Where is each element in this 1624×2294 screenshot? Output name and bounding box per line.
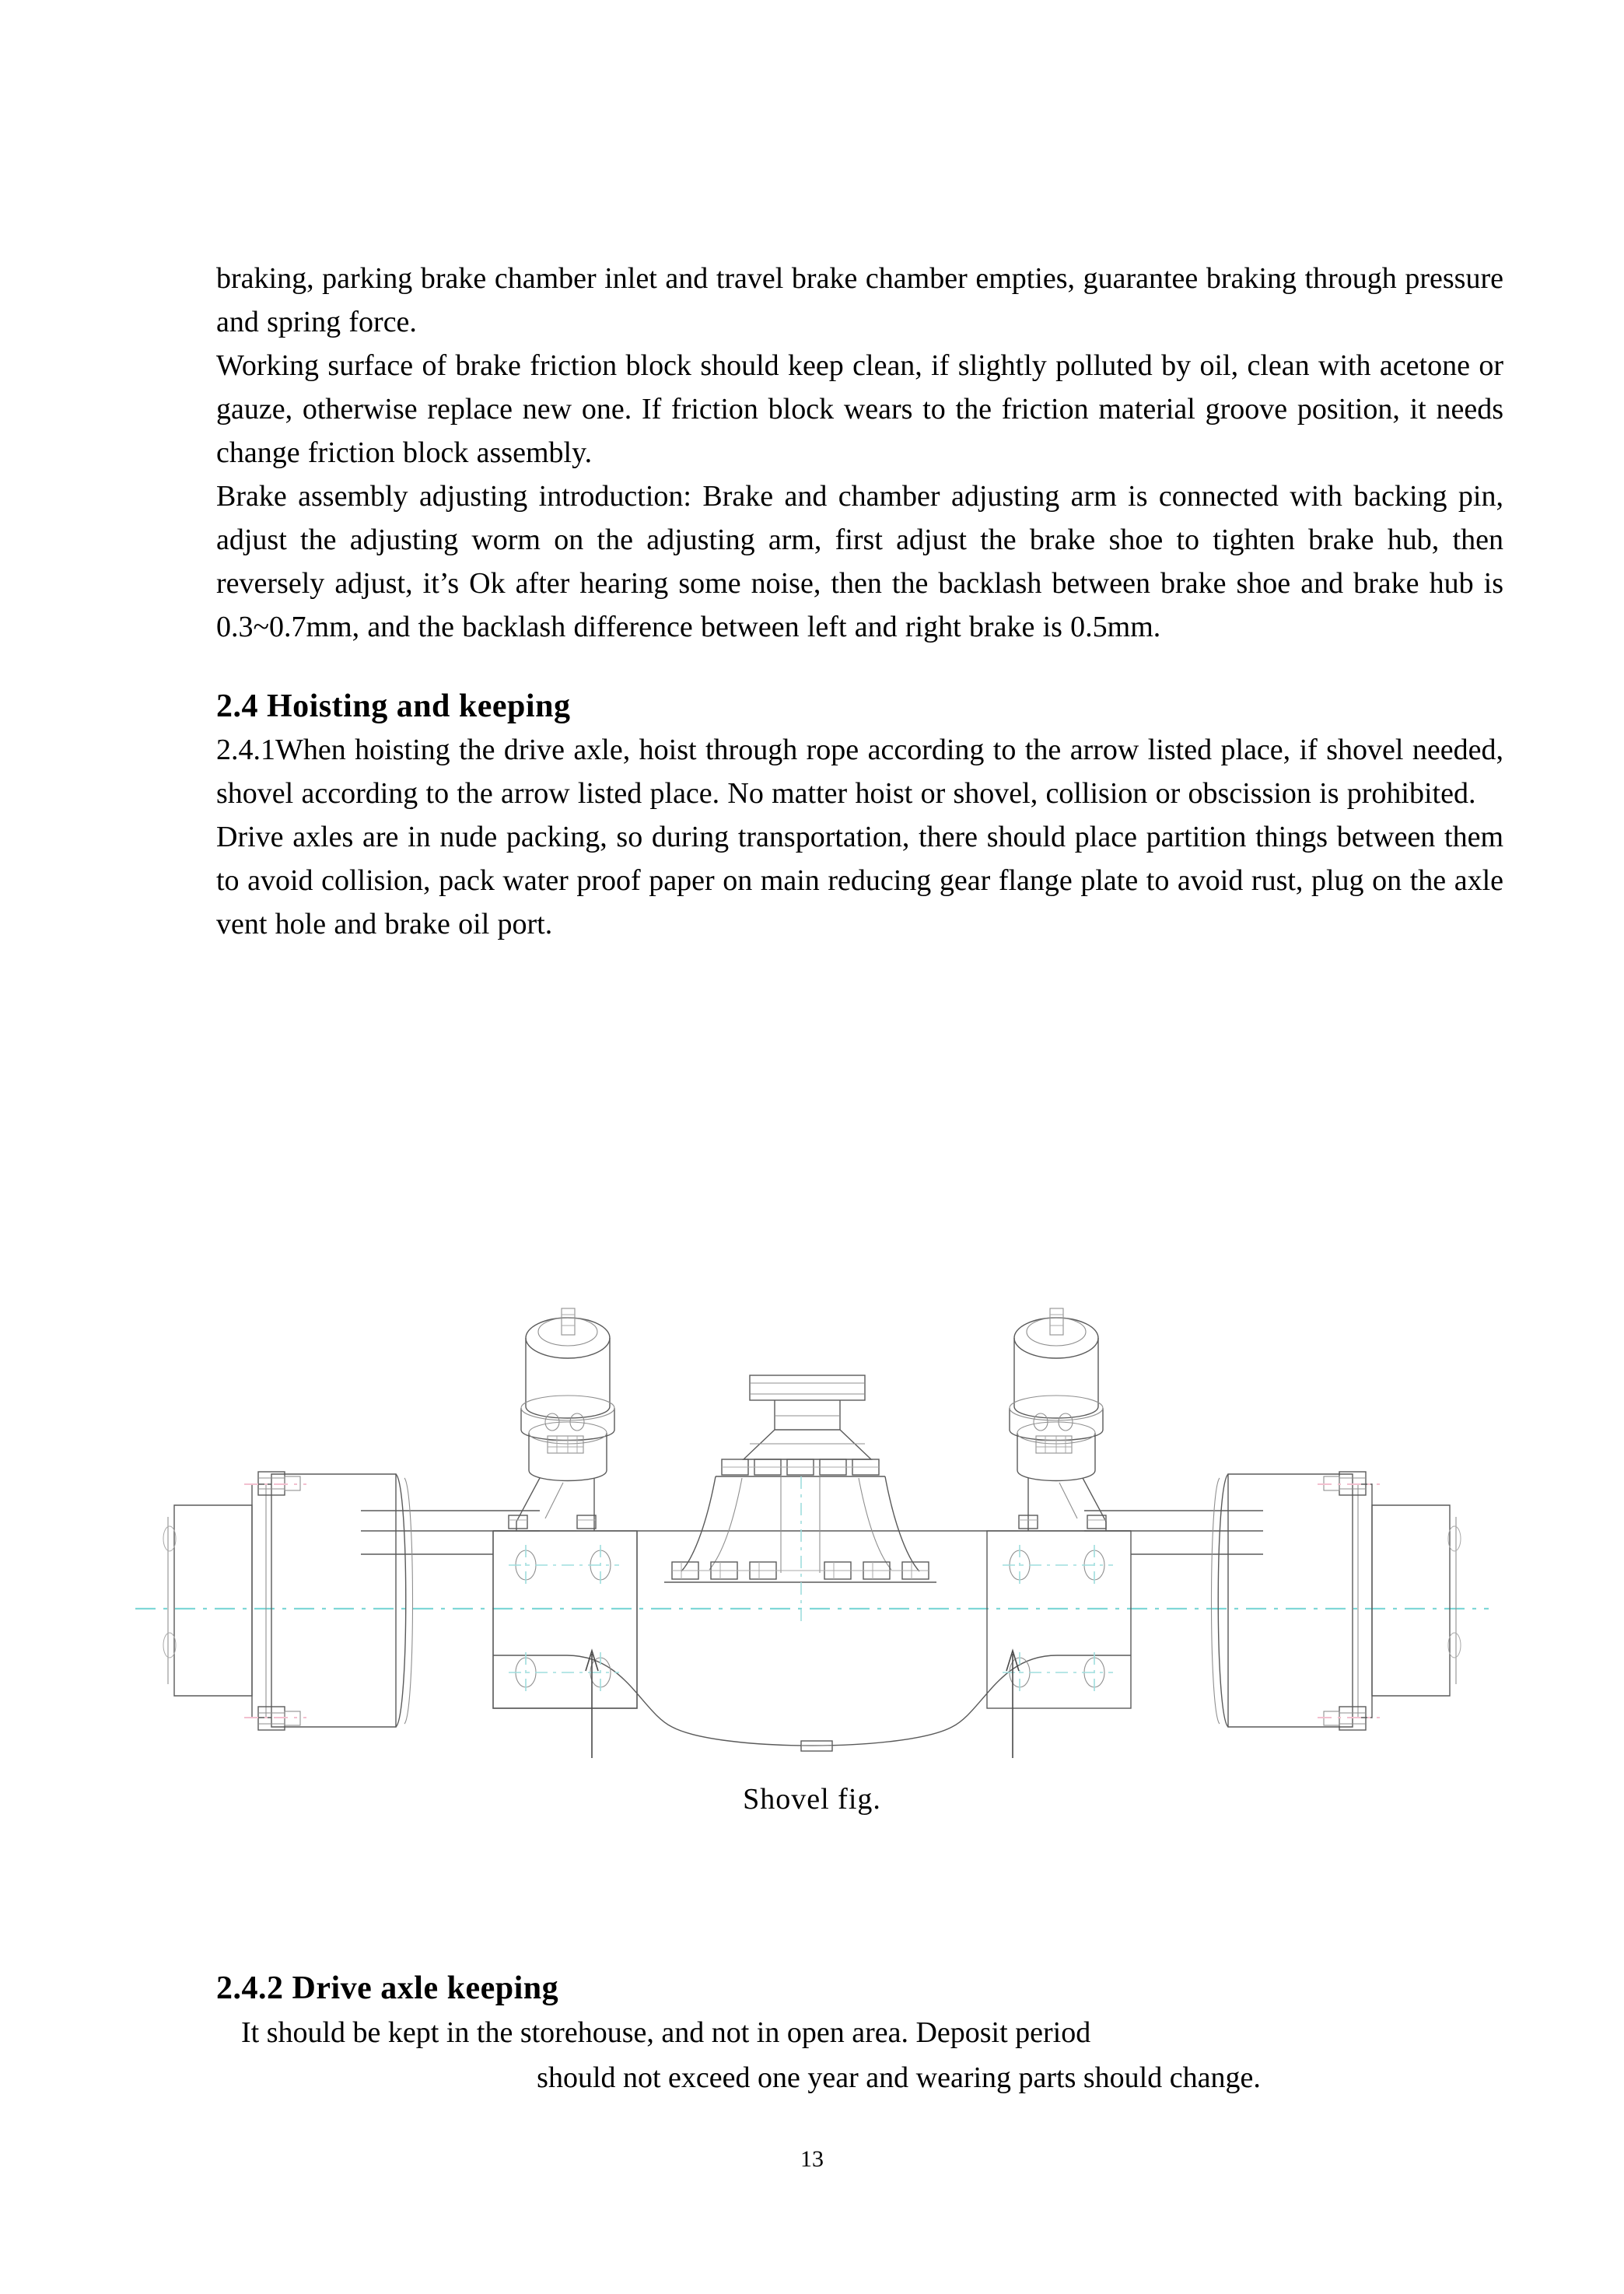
page-number: 13 bbox=[800, 2146, 824, 2172]
paragraph-storehouse-line-2: should not exceed one year and wearing parts should change. bbox=[537, 2061, 1261, 2094]
right-chamber-mount-bolts bbox=[1019, 1515, 1106, 1529]
main-text-block bbox=[216, 257, 1503, 946]
drive-axle-line-drawing bbox=[128, 1291, 1496, 1789]
heading-2-4-hoisting-and-keeping: 2.4 Hoisting and keeping bbox=[216, 688, 571, 724]
paragraph-braking: braking, parking brake chamber inlet and travel brake chamber empties, guarantee braking through pressure and spring force. bbox=[216, 262, 1503, 338]
paragraph-nude-packing: Drive axles are in nude packing, so during transportation, there should place partition things between them to avoid collision, pack water proof paper on main reducing gear flange plate to avoid rust, plug on the axle vent hole and brake oil port. bbox=[216, 821, 1503, 940]
input-flange-plate bbox=[750, 1375, 865, 1400]
left-chamber-mount-bolts bbox=[509, 1515, 596, 1529]
housing-flange-bolt-row-upper bbox=[722, 1459, 879, 1475]
shovel-point-arrow-left bbox=[586, 1651, 598, 1758]
paragraph-brake-assembly-adjusting: Brake assembly adjusting introduction: Brake and chamber adjusting arm is connected with backing pin, adjust the adjusting worm on the adjusting arm, first adjust the brake shoe to tighten brake hub, then reversely adjust, it’s Ok after hearing some noise, then the backlash between brake shoe and brake hub is 0.3~0.7mm, and the backlash difference between left and right brake is 0.5mm. bbox=[216, 480, 1503, 643]
right-spring-seat bbox=[987, 1531, 1131, 1708]
paragraph-2-4-1-hoisting: 2.4.1When hoisting the drive axle, hoist through rope according to the arrow listed place, if shovel needed, shovel according to the arrow listed place. No matter hoist or shovel, collision or obscission is prohibited. bbox=[216, 734, 1503, 810]
right-axle-tube bbox=[1084, 1511, 1263, 1554]
figure-drive-axle-assembly bbox=[0, 1291, 1624, 1789]
paragraph-storehouse-line-1: It should be kept in the storehouse, and not in open area. Deposit period bbox=[241, 2016, 1091, 2049]
paragraph-working-surface: Working surface of brake friction block should keep clean, if slightly polluted by oil, clean with acetone or gauze, otherwise replace new one. If friction block wears to the friction material groove position, it needs change friction block assembly. bbox=[216, 349, 1503, 469]
left-axle-tube bbox=[361, 1511, 540, 1554]
heading-spacer bbox=[216, 649, 1503, 685]
heading-2-4-2-drive-axle-keeping: 2.4.2 Drive axle keeping bbox=[216, 1970, 559, 2006]
figure-caption-shovel-fig: Shovel fig. bbox=[743, 1783, 881, 1816]
right-brake-chamber bbox=[1010, 1308, 1106, 1531]
left-spring-seat bbox=[493, 1531, 637, 1708]
shovel-point-arrow-right bbox=[1006, 1651, 1019, 1758]
axle-beam-bottom-profile bbox=[493, 1655, 1131, 1746]
left-brake-chamber bbox=[509, 1308, 614, 1531]
housing-flange-bolt-row-lower bbox=[672, 1562, 929, 1579]
section-2-4-2-block bbox=[216, 1967, 1503, 2100]
main-reducing-gear-housing bbox=[664, 1375, 936, 1626]
